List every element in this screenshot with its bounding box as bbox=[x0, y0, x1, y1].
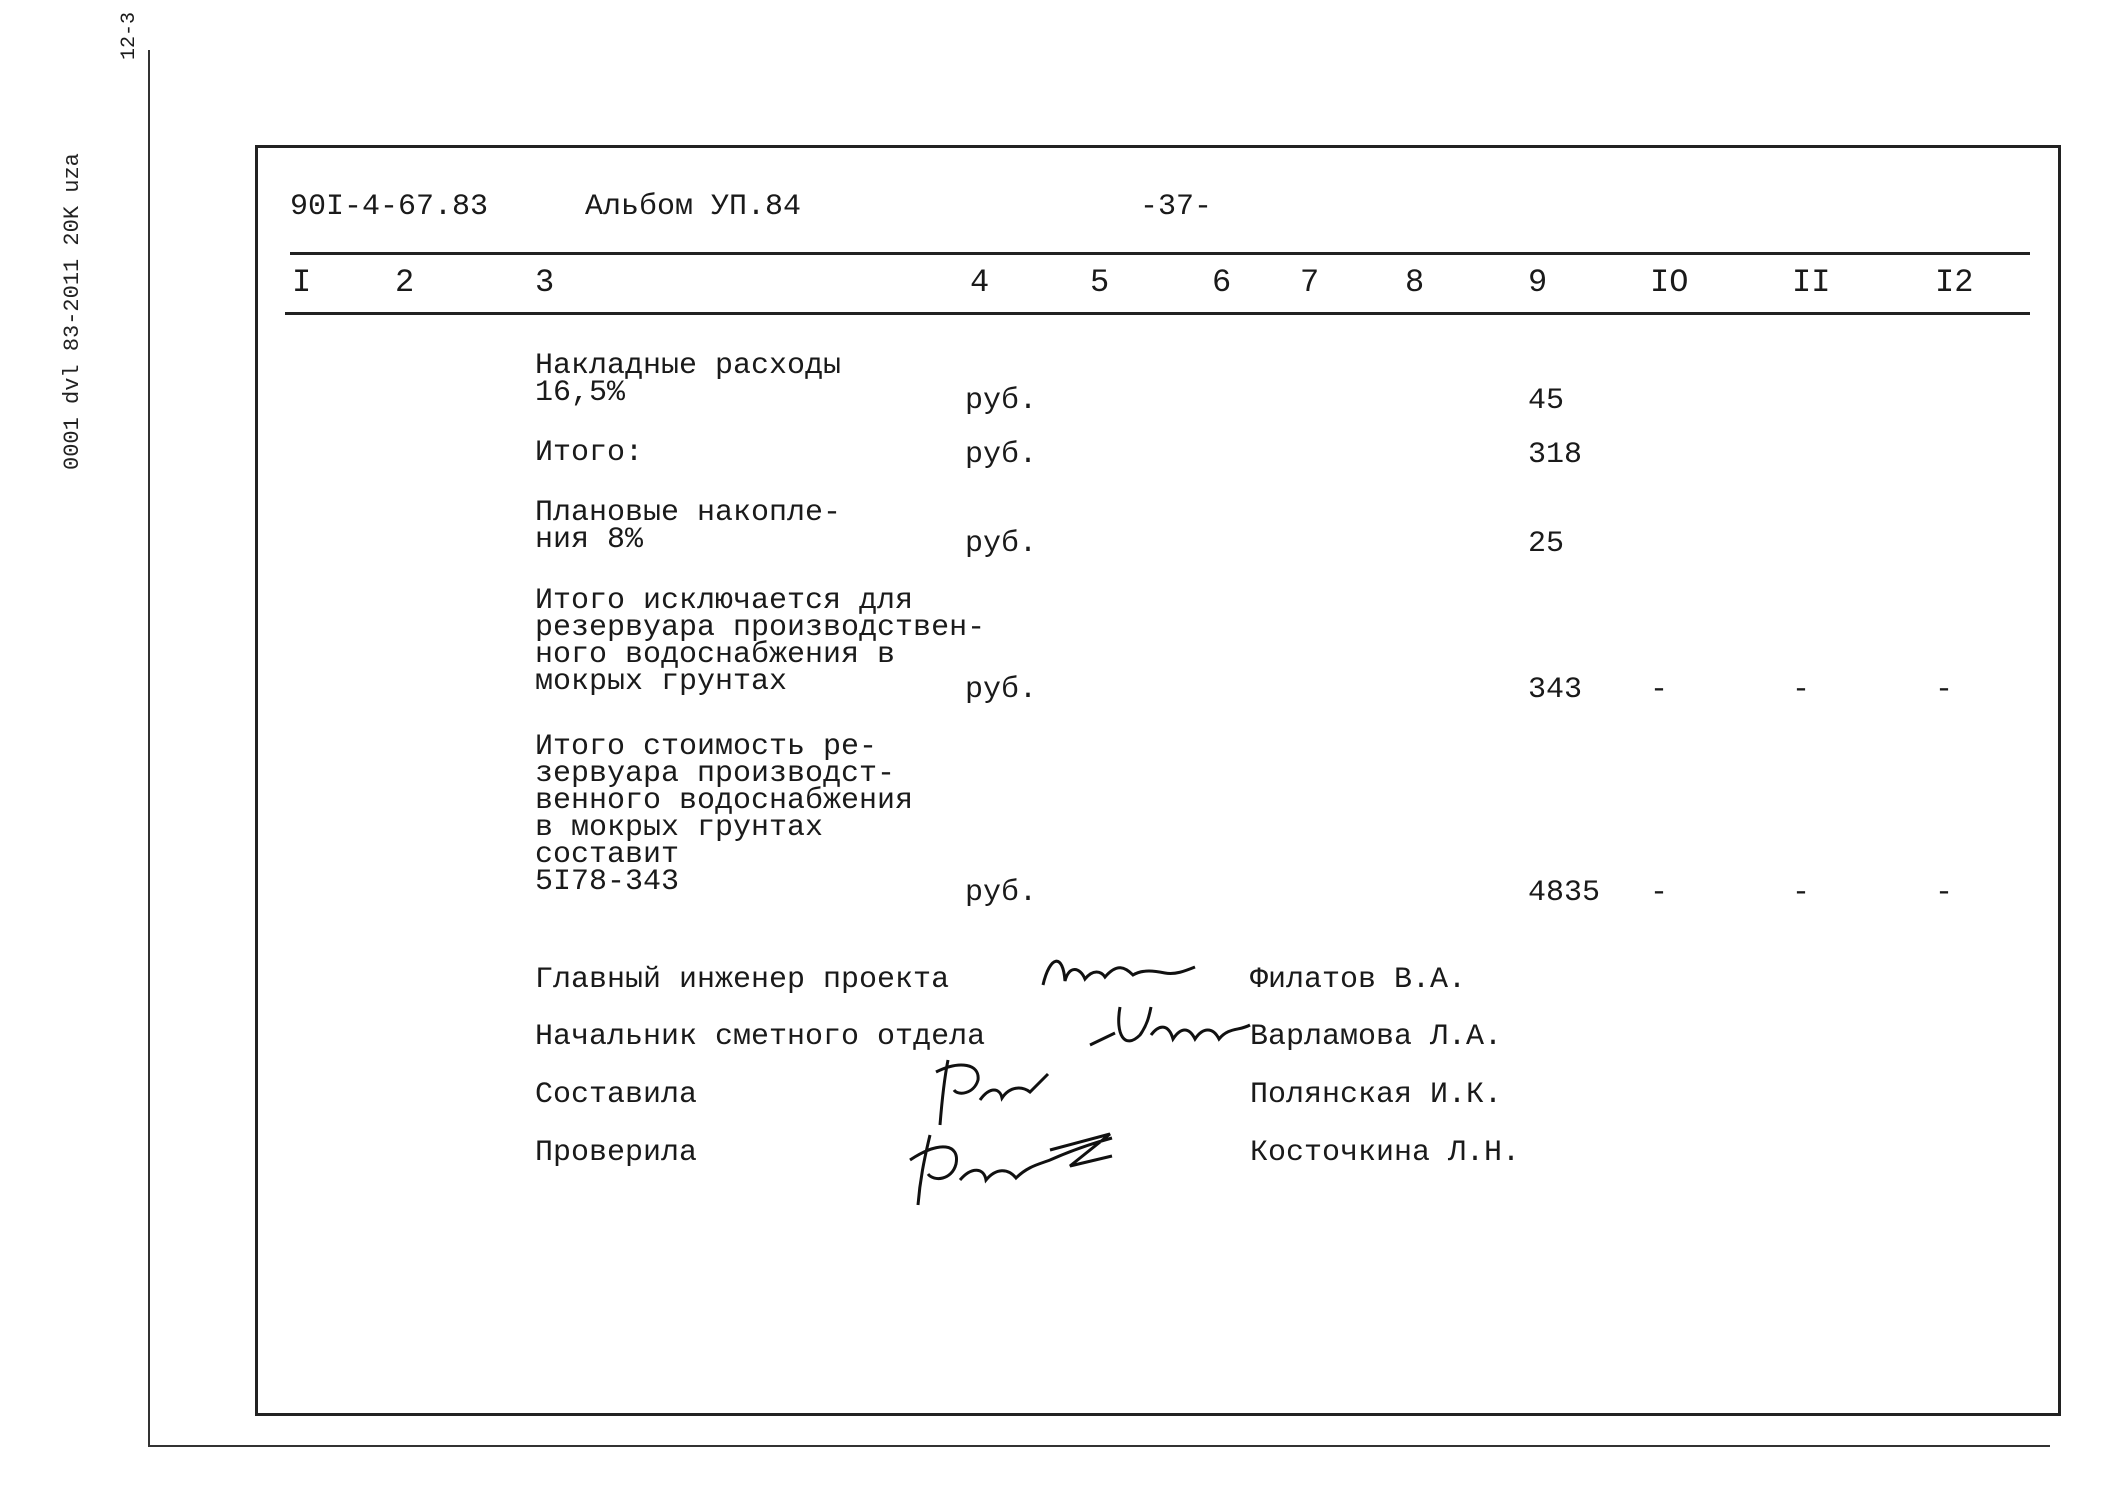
column-rule bbox=[285, 312, 2030, 315]
signature-scribble bbox=[1085, 995, 1255, 1065]
row-col12: - bbox=[1935, 673, 1954, 707]
column-number: I2 bbox=[1935, 264, 1974, 301]
row-value: 4835 bbox=[1528, 876, 1601, 910]
row-value: 318 bbox=[1528, 438, 1583, 472]
signature-role: Составила bbox=[535, 1078, 698, 1112]
column-number: 6 bbox=[1212, 264, 1232, 301]
signature-name: Полянская И.К. bbox=[1250, 1078, 1503, 1112]
signature-name: Косточкина Л.Н. bbox=[1250, 1136, 1521, 1170]
page-number: -37- bbox=[1140, 190, 1213, 224]
signature-name: Филатов В.А. bbox=[1250, 963, 1467, 997]
row-description: Итого стоимость ре- зервуара производст- венного водоснабжения в мокрых грунтах составит 5I78-343 bbox=[535, 730, 914, 899]
column-number: 7 bbox=[1300, 264, 1320, 301]
column-number: 4 bbox=[970, 264, 990, 301]
row-unit: руб. bbox=[965, 438, 1038, 472]
row-unit: руб. bbox=[965, 527, 1038, 561]
document-designation: 90I-4-67.83 bbox=[290, 190, 489, 224]
row-unit: руб. bbox=[965, 876, 1038, 910]
column-number: 8 bbox=[1405, 264, 1425, 301]
margin-side-text: 0001 dvl 83-2011 20K uza bbox=[60, 153, 85, 470]
row-description: Итого: bbox=[535, 436, 644, 470]
row-value: 25 bbox=[1528, 527, 1565, 561]
signature-role: Проверила bbox=[535, 1136, 698, 1170]
inner-frame bbox=[255, 145, 2061, 1416]
column-number: 5 bbox=[1090, 264, 1110, 301]
row-col10: - bbox=[1650, 876, 1669, 910]
row-description: Накладные расходы 16,5% bbox=[535, 349, 842, 410]
column-number: 2 bbox=[395, 264, 415, 301]
row-value: 45 bbox=[1528, 384, 1565, 418]
signature-name: Варламова Л.А. bbox=[1250, 1020, 1503, 1054]
row-unit: руб. bbox=[965, 673, 1038, 707]
row-col11: - bbox=[1792, 673, 1811, 707]
signature-scribble bbox=[930, 1050, 1050, 1130]
sheet-number: 12-3 bbox=[118, 11, 141, 60]
row-description: Итого исключается для резервуара производствен- ного водоснабжения в мокрых грунтах bbox=[535, 584, 986, 699]
album-label: Альбом УП.84 bbox=[585, 190, 802, 224]
column-number: I bbox=[292, 264, 312, 301]
row-unit: руб. bbox=[965, 384, 1038, 418]
column-number: 3 bbox=[535, 264, 555, 301]
header-rule bbox=[290, 252, 2030, 255]
signature-role: Начальник сметного отдела bbox=[535, 1020, 986, 1054]
signature-scribble bbox=[1035, 945, 1200, 1000]
row-col11: - bbox=[1792, 876, 1811, 910]
row-description: Плановые накопле- ния 8% bbox=[535, 496, 842, 557]
signature-role: Главный инженер проекта bbox=[535, 963, 950, 997]
column-number: II bbox=[1792, 264, 1831, 301]
column-number: 9 bbox=[1528, 264, 1548, 301]
row-value: 343 bbox=[1528, 673, 1583, 707]
column-number: IO bbox=[1650, 264, 1689, 301]
signature-scribble bbox=[900, 1120, 1120, 1210]
row-col12: - bbox=[1935, 876, 1954, 910]
row-col10: - bbox=[1650, 673, 1669, 707]
